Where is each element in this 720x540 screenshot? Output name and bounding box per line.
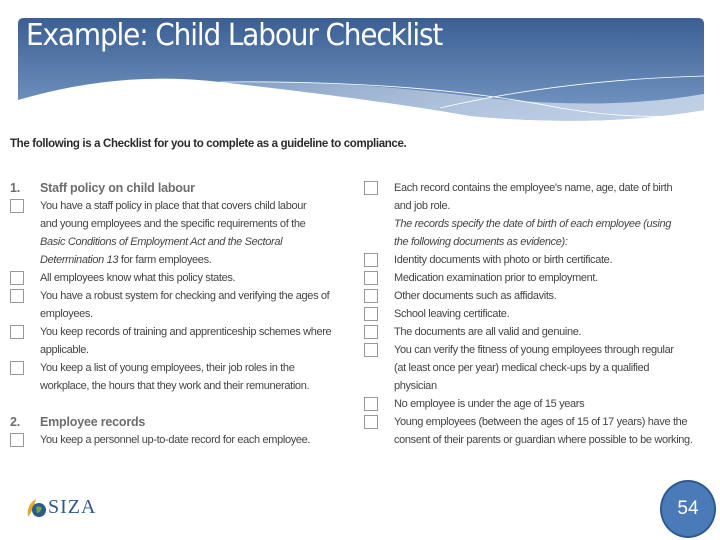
- checklist-text: You keep records of training and apprenticeship schemes where: [40, 326, 332, 338]
- checklist-line: [8, 341, 353, 359]
- checklist-text: You have a robust system for checking and verifying the ages of: [40, 290, 330, 302]
- checklist-line: [8, 215, 353, 233]
- checkbox[interactable]: [364, 253, 378, 267]
- checklist-text: and young employees and the specific requirements of the: [40, 218, 306, 230]
- checkbox[interactable]: [364, 415, 378, 429]
- checklist-left-column: [8, 179, 353, 449]
- checkbox[interactable]: [364, 271, 378, 285]
- checklist-text: for farm employees.: [118, 254, 212, 266]
- checklist-line: [362, 431, 712, 449]
- checklist-line: [362, 233, 712, 251]
- section-heading: [8, 413, 353, 431]
- checklist-line: [362, 359, 712, 377]
- section-number: 1.: [10, 181, 21, 195]
- checklist-text: (at least once per year) medical check-ups by a qualified: [394, 362, 650, 374]
- checklist-text: Young employees (between the ages of 15 of 17 years) have the: [394, 416, 688, 428]
- checklist-line: [362, 341, 712, 359]
- siza-leaf-icon: [24, 497, 48, 519]
- checklist-line: [362, 179, 712, 197]
- checkbox[interactable]: [364, 343, 378, 357]
- checklist-text: All employees know what this policy states.: [40, 272, 236, 284]
- checklist-text: You have a staff policy in place that that covers child labour: [40, 200, 307, 212]
- section-title: Staff policy on child labour: [40, 181, 195, 195]
- checklist-line: [8, 287, 353, 305]
- checklist-line: [362, 395, 712, 413]
- checklist-text: and job role.: [394, 200, 450, 212]
- checkbox[interactable]: [10, 199, 24, 213]
- checkbox[interactable]: [10, 433, 24, 447]
- section-heading: [8, 179, 353, 197]
- section-title: Employee records: [40, 415, 146, 429]
- checklist-text: Identity documents with photo or birth certificate.: [394, 254, 613, 266]
- checklist-line: [362, 377, 712, 395]
- checkbox[interactable]: [364, 181, 378, 195]
- checklist-text: Each record contains the employee's name, age, date of birth: [394, 182, 673, 194]
- intro-text: The following is a Checklist for you to complete as a guideline to compliance.: [10, 138, 407, 150]
- checklist-line: [8, 269, 353, 287]
- checkbox[interactable]: [10, 271, 24, 285]
- checklist-line: [362, 251, 712, 269]
- checkbox[interactable]: [10, 325, 24, 339]
- checklist-text: physician: [394, 380, 437, 392]
- checklist-line: [8, 377, 353, 395]
- page-title: Example: Child Labour Checklist: [26, 18, 443, 53]
- checklist-text-italic: The records specify the date of birth of each employee (using: [394, 218, 672, 230]
- checklist-line: [8, 431, 353, 449]
- checklist-line: [8, 197, 353, 215]
- checklist-text: You keep a list of young employees, their job roles in the: [40, 362, 295, 374]
- checklist-right-column: [362, 179, 712, 449]
- checklist-text: applicable.: [40, 344, 89, 356]
- checklist-line: [362, 323, 712, 341]
- checklist-text-italic: Determination 13: [40, 254, 119, 266]
- checklist-text: workplace, the hours that they work and their remuneration.: [40, 380, 310, 392]
- checklist-line: [362, 413, 712, 431]
- checklist-line: [8, 323, 353, 341]
- checklist-line: [362, 287, 712, 305]
- checklist-text-italic: the following documents as evidence):: [394, 236, 568, 248]
- checklist-text: You keep a personnel up-to-date record for each employee.: [40, 434, 311, 446]
- checklist-line: [8, 305, 353, 323]
- checkbox[interactable]: [10, 289, 24, 303]
- checklist-text-italic: Basic Conditions of Employment Act and the Sectoral: [40, 236, 283, 248]
- checkbox[interactable]: [364, 307, 378, 321]
- section-number: 2.: [10, 415, 21, 429]
- checklist-text: consent of their parents or guardian where possible to be working.: [394, 434, 693, 446]
- checklist-text: School leaving certificate.: [394, 308, 510, 320]
- checkbox[interactable]: [364, 325, 378, 339]
- checklist-line: [362, 305, 712, 323]
- checklist-line: [8, 251, 353, 269]
- page-number-badge: 54: [660, 480, 716, 538]
- checkbox[interactable]: [364, 397, 378, 411]
- checkbox[interactable]: [364, 289, 378, 303]
- siza-logo: [24, 496, 96, 519]
- checklist-line: [8, 233, 353, 251]
- checklist-text: employees.: [40, 308, 93, 320]
- logo-text: SIZA: [48, 496, 97, 518]
- checkbox[interactable]: [10, 361, 24, 375]
- checklist-text: Medication examination prior to employment.: [394, 272, 598, 284]
- checklist-text: You can verify the fitness of young employees through regular: [394, 344, 674, 356]
- checklist-line: [362, 269, 712, 287]
- checklist-line: [362, 215, 712, 233]
- checklist-text: No employee is under the age of 15 years: [394, 398, 585, 410]
- checklist-text: Other documents such as affidavits.: [394, 290, 557, 302]
- checklist-line: [8, 359, 353, 377]
- checklist-text: The documents are all valid and genuine.: [394, 326, 582, 338]
- checklist-line: [362, 197, 712, 215]
